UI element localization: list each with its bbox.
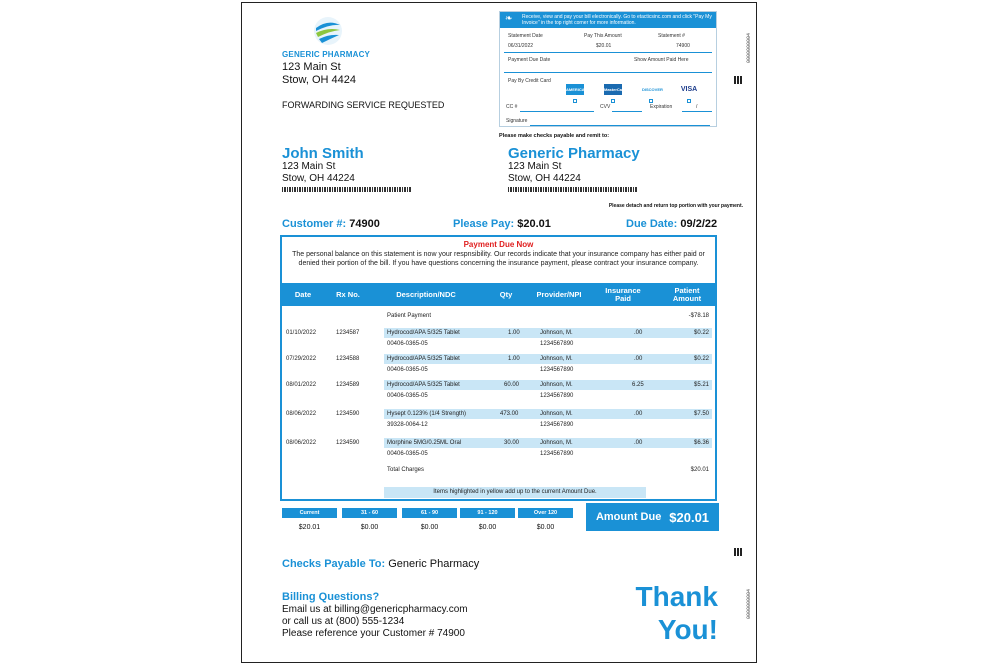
row-qty: 1.00	[508, 330, 520, 336]
amount-due-box	[586, 503, 719, 531]
mastercard-checkbox[interactable]	[611, 99, 615, 103]
pharmacy-logo	[312, 15, 344, 47]
payment-due-date-label: Payment Due Date	[508, 57, 551, 63]
payment-due-title: Payment Due Now	[463, 240, 534, 249]
thank-you-line1: Thank	[635, 581, 718, 612]
divider	[504, 52, 712, 53]
col-qty: Qty	[499, 289, 513, 299]
row-description: Hydrocod/APA 5/325 Tablet	[387, 330, 460, 336]
row-qty: 473.00	[500, 411, 519, 417]
checks-payable-label: Checks Payable To:	[282, 558, 386, 570]
total-charges-value: $20.01	[690, 467, 709, 473]
row-ndc: 39328-0064-12	[387, 422, 428, 428]
payment-banner	[500, 12, 716, 28]
pay-this-amount-label: Pay This Amount	[584, 33, 622, 39]
discover-card-icon: DISCOVER	[642, 84, 660, 95]
signature-field[interactable]	[530, 125, 710, 126]
row-date: 08/01/2022	[286, 382, 317, 388]
billing-heading: Billing Questions?	[282, 591, 380, 603]
expiration-sep: /	[696, 104, 698, 110]
aging-value-over-120: $0.00	[536, 524, 555, 531]
sender-brand: GENERIC PHARMACY	[282, 50, 371, 59]
row-description: Hydrocod/APA 5/325 Tablet	[387, 382, 460, 388]
row-insurance-paid: .00	[634, 440, 643, 446]
aging-header-91-120: 91 - 120	[460, 508, 515, 518]
please-pay	[453, 218, 551, 230]
mastercard-icon: MasterCard	[604, 84, 622, 95]
row-qty: 60.00	[504, 382, 520, 388]
row-rx: 1234590	[336, 411, 360, 417]
patient-payment-amount: -$78.18	[688, 313, 709, 319]
statement-no-label: Statement #	[658, 33, 685, 39]
row-insurance-paid: 6.25	[632, 382, 644, 388]
row-qty: 30.00	[504, 440, 520, 446]
expiration-label: Expiration	[650, 104, 673, 110]
amex-checkbox[interactable]	[573, 99, 577, 103]
row-description: Morphine 5MG/0.25ML Oral	[387, 440, 462, 446]
remit-name: Generic Pharmacy	[508, 145, 640, 162]
row-date: 01/10/2022	[286, 330, 317, 336]
row-qty: 1.00	[508, 356, 520, 362]
thank-you-line2: You!	[657, 614, 718, 645]
qr-code-top	[734, 76, 742, 84]
sender-street: 123 Main St	[282, 61, 341, 73]
aging-value-61-90: $0.00	[420, 524, 439, 531]
expiration-field[interactable]	[682, 111, 712, 112]
highlight-note: Items highlighted in yellow add up to the current Amount Due.	[384, 487, 646, 498]
amount-due-value: $20.01	[669, 509, 710, 525]
payment-coupon	[499, 11, 717, 127]
aging-header-over-120: Over 120	[518, 508, 573, 518]
statement-panel	[280, 235, 717, 501]
side-code-bottom: 0000000004	[746, 589, 752, 620]
statement-date-label: Statement Date	[508, 33, 543, 39]
divider	[504, 72, 712, 73]
please-pay-label: Please Pay:	[453, 218, 515, 230]
cvv-field[interactable]	[612, 111, 642, 112]
visa-checkbox[interactable]	[687, 99, 691, 103]
aging-header-61-90: 61 - 90	[402, 508, 457, 518]
statement-no: 74900	[676, 43, 690, 49]
amex-card-icon: AMERICAN EXPRESS	[566, 84, 584, 95]
patient-street: 123 Main St	[282, 161, 336, 172]
cvv-label: CVV	[600, 104, 611, 110]
customer-value: 74900	[349, 218, 380, 230]
row-amount: $7.50	[693, 411, 709, 417]
row-rx: 1234587	[336, 330, 360, 336]
row-rx: 1234588	[336, 356, 360, 362]
row-npi: 1234567890	[540, 341, 574, 347]
remit-note: Please make checks payable and remit to:	[499, 133, 610, 139]
total-charges-label: Total Charges	[387, 467, 425, 473]
aging-header-current: Current	[282, 508, 337, 518]
row-npi: 1234567890	[540, 451, 574, 457]
row-description: Hydrocod/APA 5/325 Tablet	[387, 356, 460, 362]
visa-card-icon: VISA	[680, 86, 698, 93]
billing-email: Email us at billing@genericpharmacy.com	[282, 604, 468, 615]
statement-page	[241, 2, 757, 663]
please-pay-value: $20.01	[517, 218, 551, 230]
col-rx: Rx No.	[336, 289, 360, 299]
row-rx: 1234590	[336, 440, 360, 446]
sender-city: Stow, OH 4424	[282, 74, 356, 86]
row-provider: Johnson, M.	[540, 440, 573, 446]
row-npi: 1234567890	[540, 393, 574, 399]
row-provider: Johnson, M.	[540, 382, 573, 388]
row-amount: $0.22	[693, 356, 709, 362]
discover-checkbox[interactable]	[649, 99, 653, 103]
row-ndc: 00406-0365-05	[387, 451, 428, 457]
statement-date: 06/31/2022	[508, 43, 534, 49]
table-header	[282, 283, 715, 306]
row-insurance-paid: .00	[634, 356, 643, 362]
row-insurance-paid: .00	[634, 330, 643, 336]
row-provider: Johnson, M.	[540, 411, 573, 417]
row-description: Hysept 0.123% (1/4 Strength)	[387, 411, 467, 417]
col-provider: Provider/NPI	[536, 289, 582, 299]
row-npi: 1234567890	[540, 422, 574, 428]
payment-banner-text: Receive, view and pay your bill electronically. Go to etacticsinc.com and click "Pay My Invoice" in the top right corner for more information.	[522, 14, 712, 26]
detach-note: Please detach and return top portion with your payment.	[608, 203, 743, 209]
col-date: Date	[294, 289, 312, 299]
qr-code-bottom	[734, 548, 742, 556]
row-date: 08/06/2022	[286, 440, 317, 446]
show-amount-paid-label: Show Amount Paid Here	[634, 57, 689, 63]
thank-you	[636, 580, 718, 646]
patient-name: John Smith	[282, 145, 364, 162]
balance-notice: The personal balance on this statement is now your respnsibility. Our records indicate that your insurance company has either paid or denied their portion of the bill. If you have questions concerning the insurance payment, please contract your insurance company.	[292, 251, 705, 267]
aging-value-91-120: $0.00	[478, 524, 497, 531]
patient-payment-label: Patient Payment	[387, 313, 432, 319]
due-date	[626, 218, 717, 230]
leaf-icon: ❧	[505, 13, 513, 23]
pay-by-card-label: Pay By Credit Card	[508, 78, 551, 84]
row-provider: Johnson, M.	[540, 330, 573, 336]
row-ndc: 00406-0365-05	[387, 393, 428, 399]
aging-value-31-60: $0.00	[360, 524, 379, 531]
remit-barcode	[508, 187, 638, 192]
customer-number	[282, 218, 380, 230]
checks-payable-value: Generic Pharmacy	[388, 558, 480, 570]
row-date: 08/06/2022	[286, 411, 317, 417]
row-amount: $6.36	[693, 440, 709, 446]
col-description: Description/NDC	[396, 289, 456, 299]
cc-field[interactable]	[520, 111, 594, 112]
row-provider: Johnson, M.	[540, 356, 573, 362]
row-amount: $0.22	[693, 330, 709, 336]
row-insurance-paid: .00	[634, 411, 643, 417]
col-insurance-paid: Insurance Paid	[605, 285, 641, 303]
due-date-label: Due Date:	[626, 218, 678, 230]
remit-city: Stow, OH 44224	[508, 173, 581, 184]
forwarding-notice: FORWARDING SERVICE REQUESTED	[282, 100, 445, 110]
cc-label: CC #	[506, 104, 518, 110]
aging-value-current: $20.01	[298, 524, 321, 531]
billing-phone: or call us at (800) 555-1234	[282, 616, 405, 627]
patient-city: Stow, OH 44224	[282, 173, 355, 184]
checks-payable	[282, 558, 479, 570]
side-code-top: 0000000004	[746, 33, 752, 64]
due-date-value: 09/2/22	[680, 218, 718, 230]
col-patient-amount: Patient Amount	[672, 285, 702, 303]
row-date: 07/29/2022	[286, 356, 317, 362]
row-ndc: 00406-0365-05	[387, 367, 428, 373]
remit-street: 123 Main St	[508, 161, 562, 172]
patient-barcode	[282, 187, 412, 192]
signature-label: Signature	[506, 118, 528, 124]
row-rx: 1234589	[336, 382, 360, 388]
row-amount: $5.21	[693, 382, 709, 388]
row-npi: 1234567890	[540, 367, 574, 373]
billing-reference: Please reference your Customer # 74900	[282, 628, 465, 639]
row-ndc: 00406-0365-05	[387, 341, 428, 347]
pay-this-amount: $20.01	[596, 43, 612, 49]
aging-header-31-60: 31 - 60	[342, 508, 397, 518]
customer-label: Customer #:	[282, 218, 347, 230]
amount-due-label: Amount Due	[595, 511, 662, 523]
